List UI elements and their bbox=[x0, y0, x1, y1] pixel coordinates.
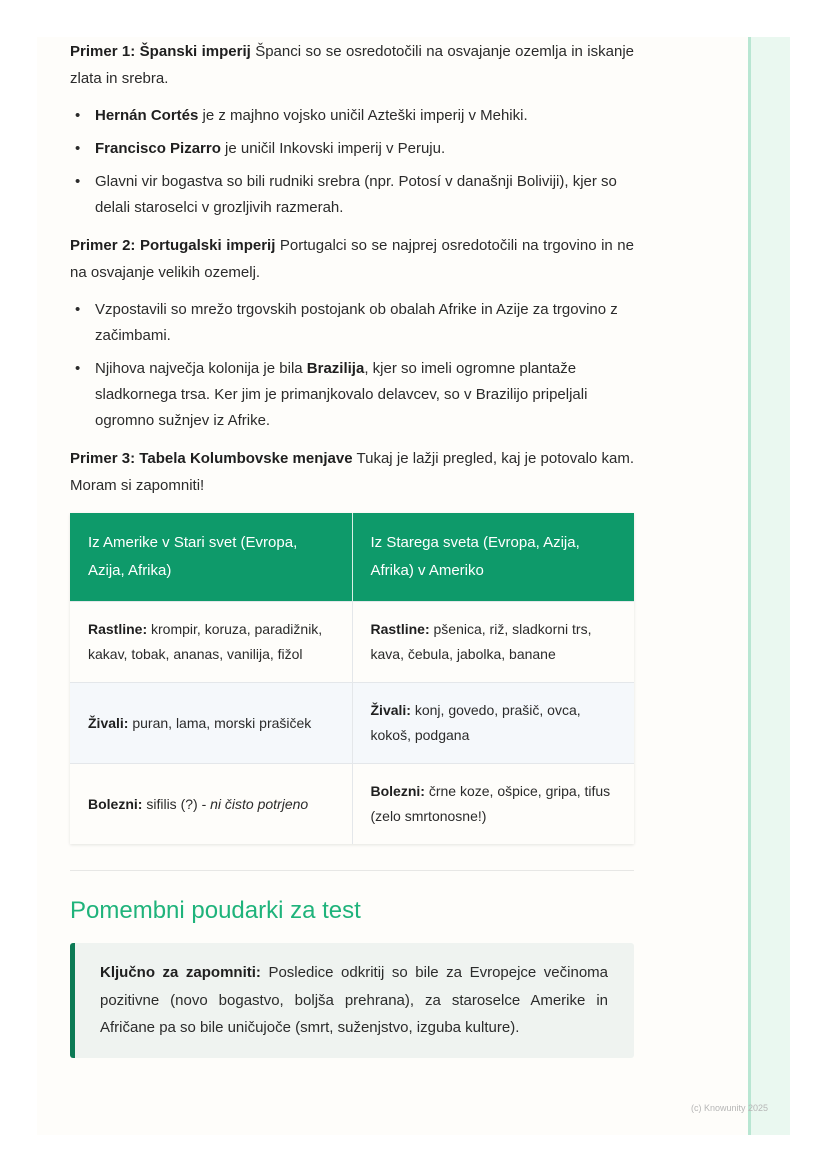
cell-label: Bolezni: bbox=[88, 795, 143, 812]
section-portuguese-empire bbox=[70, 232, 634, 286]
list-item bbox=[95, 356, 634, 434]
copyright-footer: (c) Knowunity 2025 bbox=[691, 1103, 769, 1113]
list-item bbox=[95, 297, 634, 349]
section-title: Primer 3: Tabela Kolumbovske menjave bbox=[70, 450, 353, 467]
document-content bbox=[70, 38, 634, 1058]
list-item-bold: Hernán Cortés bbox=[95, 107, 199, 124]
list-item bbox=[95, 103, 634, 129]
section-text: Tukaj je lažji pregled, kaj je potovalo kam. Moram si zapomniti! bbox=[70, 450, 634, 494]
list-item-bold: Francisco Pizarro bbox=[95, 140, 221, 157]
cell-label: Rastline: bbox=[88, 621, 148, 637]
callout-label: Ključno za zapomniti: bbox=[100, 964, 261, 981]
table-cell bbox=[70, 602, 352, 683]
table-cell bbox=[352, 602, 634, 683]
key-takeaway-callout bbox=[70, 943, 634, 1058]
cell-label: Živali: bbox=[370, 702, 411, 718]
section-divider bbox=[70, 870, 634, 871]
list-item-text: je z majhno vojsko uničil Azteški imperij v Mehiki. bbox=[198, 107, 528, 124]
section-spanish-empire bbox=[70, 38, 634, 92]
highlights-heading: Pomembni poudarki za test bbox=[70, 897, 361, 924]
table-header: Iz Amerike v Stari svet (Evropa, Azija, Afrika) bbox=[70, 513, 352, 602]
spanish-empire-list bbox=[70, 103, 634, 221]
table-cell bbox=[70, 683, 352, 764]
section-title: Primer 1: Španski imperij bbox=[70, 43, 251, 60]
table-row bbox=[70, 602, 634, 683]
list-item bbox=[95, 136, 634, 162]
table-header: Iz Starega sveta (Evropa, Azija, Afrika) v Ameriko bbox=[352, 513, 634, 602]
table-cell bbox=[352, 683, 634, 764]
section-title: Primer 2: Portugalski imperij bbox=[70, 237, 276, 254]
section-columbian-exchange bbox=[70, 445, 634, 499]
cell-text: konj, govedo, prašič, ovca, kokoš, podgana bbox=[370, 702, 581, 743]
table-cell bbox=[352, 764, 634, 845]
cell-text: črne koze, ošpice, gripa, tifus (zelo smrtonosne!) bbox=[370, 783, 611, 824]
cell-label: Rastline: bbox=[370, 621, 430, 637]
table-cell bbox=[70, 764, 352, 845]
list-item-bold: Brazilija bbox=[306, 360, 365, 377]
cell-note: ni čisto potrjeno bbox=[210, 795, 309, 812]
list-item-text: Njihova največja kolonija je bila bbox=[95, 360, 307, 377]
list-item-text: Vzpostavili so mrežo trgovskih postojank ob obalah Afrike in Azije za trgovino z začimbami. bbox=[95, 301, 618, 344]
callout-text: Posledice odkritij so bile za Evropejce večinoma pozitivne (novo bogastvo, boljša prehrana), za staroselce Amerike in Afričane pa so bile uničujoče (smrt, suženjstvo, izguba kulture). bbox=[100, 964, 608, 1036]
cell-text: puran, lama, morski prašiček bbox=[128, 714, 312, 731]
cell-label: Živali: bbox=[88, 714, 129, 731]
list-item-text: , kjer so imeli ogromne plantaže sladkornega trsa. Ker jim je primanjkovalo delavcev, so v Brazilijo pripeljali ogromno sužnjev iz Afrike. bbox=[95, 360, 588, 429]
table-header-row bbox=[70, 513, 634, 602]
list-item-text: je uničil Inkovski imperij v Peruju. bbox=[220, 140, 446, 157]
cell-text: pšenica, riž, sladkorni trs, kava, čebula, jabolka, banane bbox=[370, 621, 592, 662]
portuguese-empire-list bbox=[70, 297, 634, 434]
section-text: Španci so se osredotočili na osvajanje ozemlja in iskanje zlata in srebra. bbox=[70, 43, 634, 87]
cell-label: Bolezni: bbox=[370, 783, 425, 799]
columbian-exchange-table bbox=[70, 513, 634, 844]
table-row bbox=[70, 764, 634, 845]
list-item-text: Glavni vir bogastva so bili rudniki srebra (npr. Potosí v današnji Boliviji), kjer so delali staroselci v grozljivih razmerah. bbox=[95, 173, 617, 216]
section-text: Portugalci so se najprej osredotočili na trgovino in ne na osvajanje velikih ozemelj. bbox=[70, 237, 634, 281]
list-item bbox=[95, 169, 634, 221]
table-row bbox=[70, 683, 634, 764]
cell-text: krompir, koruza, paradižnik, kakav, tobak, ananas, vanilija, fižol bbox=[88, 621, 323, 662]
cell-text: sifilis (?) - bbox=[142, 795, 211, 812]
side-decoration-strip bbox=[748, 37, 790, 1135]
